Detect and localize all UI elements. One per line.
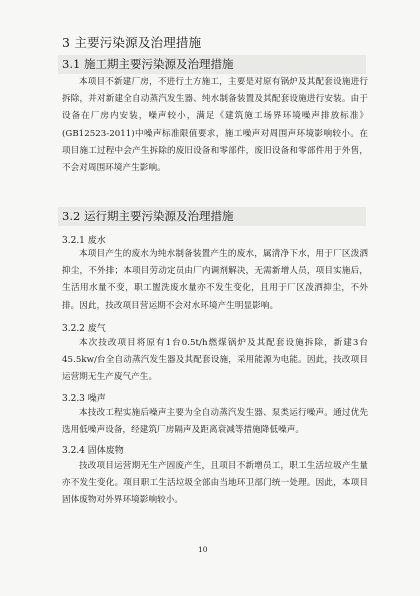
paragraph-noise: 本技改工程实施后噪声主要为全自动蒸汽发生器、泵类运行噪声。通过优先选用低噪声设备，经建筑厂房隔声及距离衰减等措施降低噪声。 [62,408,368,436]
page-number: 10 [198,545,208,554]
subsection-heading-operation: 3.2 运行期主要污染源及治理措施 [58,207,366,226]
paragraph-wastewater: 本项目产生的废水为纯水制备装置产生的废水，属清净下水，用于厂区泼洒抑尘，不外排；本项目劳动定员由厂内调剂解决，无需新增人员，项目实施后，生活用水量不变，职工盥洗废水量亦不发生变化，且用于厂区泼洒抑尘，不外排。因此，技改项目营运期不会对水环境产生明显影响。 [62,249,368,311]
paragraph-construction: 本项目不新建厂房，不进行土方施工，主要是对原有锅炉及其配套设施进行拆除，并对新建全自动蒸汽发生器、纯水制备装置及其配套设施进行安装。由于设备在厂房内安装，噪声较小，满足《建筑施工场界环境噪声排放标准》(GB12523-2011)中噪声标准限值要求，施工噪声对周围声环境影响较小。在项目施工过程中会产生拆除的废旧设备和零部件，废旧设备和零部件用于外售，不会对周围环境产生影响。 [62,77,368,174]
heading-wastewater: 3.2.1 废水 [62,236,106,246]
paragraph-gas: 本次技改项目将原有1台0.5t/h燃煤锅炉及其配套设施拆除，新建3台45.5kw/台全自动蒸汽发生器及其配套设施，采用能源为电能。因此，技改项目运营期无生产废气产生。 [62,338,368,383]
paragraph-solid-waste: 技改项目运营期无生产固废产生，且项目不新增员工，职工生活垃圾产生量亦不发生变化。项目职工生活垃圾全部由当地环卫部门统一处理。因此，本项目固体废物对外界环境影响较小。 [62,461,368,506]
heading-solid-waste: 3.2.4 固体废物 [62,446,124,456]
subsection-heading-construction: 3.1 施工期主要污染源及治理措施 [58,55,366,74]
heading-gas: 3.2.2 废气 [62,324,106,334]
heading-noise: 3.2.3 噪声 [62,394,106,404]
section-title: 3 主要污染源及治理措施 [62,35,202,50]
